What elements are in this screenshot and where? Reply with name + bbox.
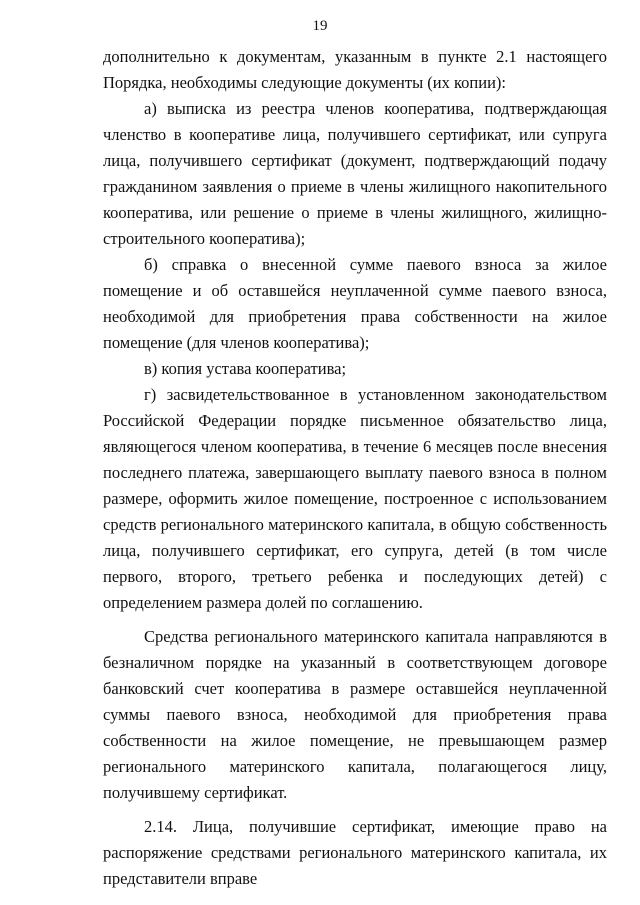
- document-body: [103, 44, 607, 892]
- paragraph-item-a: а) выписка из реестра членов кооператива, подтверждающая членство в кооперативе лица, получившего сертификат, или супруга лица, получившего сертификат (документ, подтверждающий подачу гражданином заявления о приеме в члены жилищного накопительного кооператива, или решение о приеме в члены жилищного, жилищно-строительного кооператива);: [103, 99, 607, 248]
- paragraph-funds-transfer: Средства регионального материнского капитала направляются в безналичном порядке на указанный в соответствующем договоре банковский счет кооператива в размере оставшейся неуплаченной суммы паевого взноса, необходимой для приобретения права собственности на жилое помещение, не превышающем размер регионального материнского капитала, полагающегося лицу, получившему сертификат.: [103, 627, 607, 802]
- paragraph-item-v: в) копия устава кооператива;: [144, 359, 347, 378]
- paragraph-intro: дополнительно к документам, указанным в пункте 2.1 настоящего Порядка, необходимы следующие документы (их копии):: [103, 47, 607, 92]
- paragraph-item-b: б) справка о внесенной сумме паевого взноса за жилое помещение и об оставшейся неуплаченной сумме паевого взноса, необходимой для приобретения права собственности на жилое помещение (для членов кооператива);: [103, 255, 607, 352]
- paragraph-item-g: г) засвидетельствованное в установленном законодательством Российской Федерации порядке письменное обязательство лица, являющегося членом кооператива, в течение 6 месяцев после внесения последнего платежа, завершающего выплату паевого взноса в полном размере, оформить жилое помещение, построенное с использованием средств регионального материнского капитала, в общую собственность лица, получившего сертификат, его супруга, детей (в том числе первого, второго, третьего ребенка и последующих детей) с определением размера долей по соглашению.: [103, 385, 607, 612]
- paragraph-2-14: 2.14. Лица, получившие сертификат, имеющие право на распоряжение средствами регионального материнского капитала, их представители вправе: [103, 817, 607, 888]
- page-number: 19: [312, 18, 328, 34]
